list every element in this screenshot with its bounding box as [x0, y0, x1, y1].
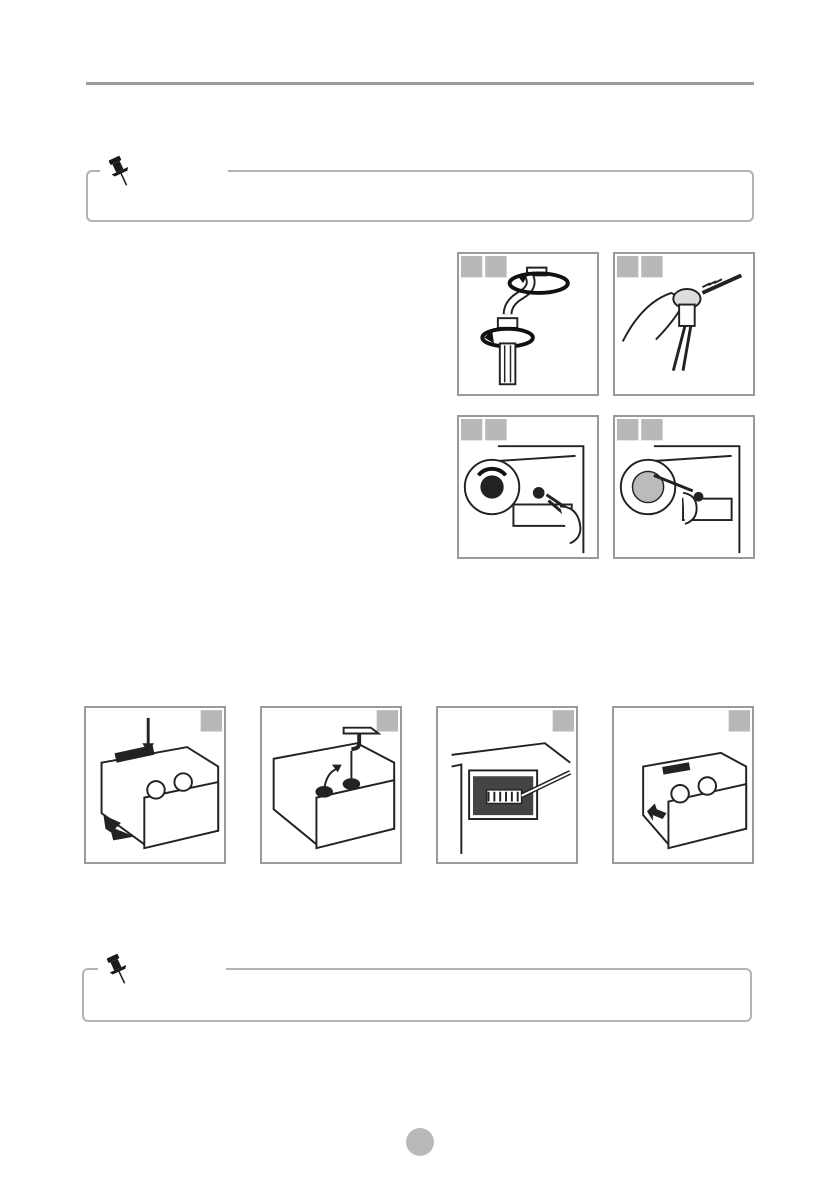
- pushpin-icon: [104, 154, 134, 188]
- brush-clean-machine-filter-icon: [615, 417, 753, 557]
- brush-clean-filter-icon: [615, 254, 753, 394]
- recess-brush-clean-icon: [438, 708, 576, 862]
- figure-brush-clean-filter: [613, 252, 755, 396]
- page-number: [406, 1128, 434, 1156]
- figure-drawer-rinse-tap: [260, 706, 402, 864]
- pliers-remove-filter-icon: [459, 417, 597, 557]
- drawer-pull-out-icon: [86, 708, 224, 862]
- tap-unscrew-icon: [459, 254, 597, 394]
- pushpin-icon: [102, 952, 132, 986]
- note-box-1: [86, 170, 754, 222]
- figure-drawer-reinsert: [612, 706, 754, 864]
- header-rule: [86, 82, 754, 85]
- figure-tap-unscrew: [457, 252, 599, 396]
- drawer-rinse-tap-icon: [262, 708, 400, 862]
- drawer-reinsert-icon: [614, 708, 752, 862]
- figure-brush-clean-machine-filter: [613, 415, 755, 559]
- figure-recess-brush-clean: [436, 706, 578, 864]
- figure-drawer-pull-out: [84, 706, 226, 864]
- figure-pliers-remove-filter: [457, 415, 599, 559]
- note-box-2: [82, 968, 752, 1022]
